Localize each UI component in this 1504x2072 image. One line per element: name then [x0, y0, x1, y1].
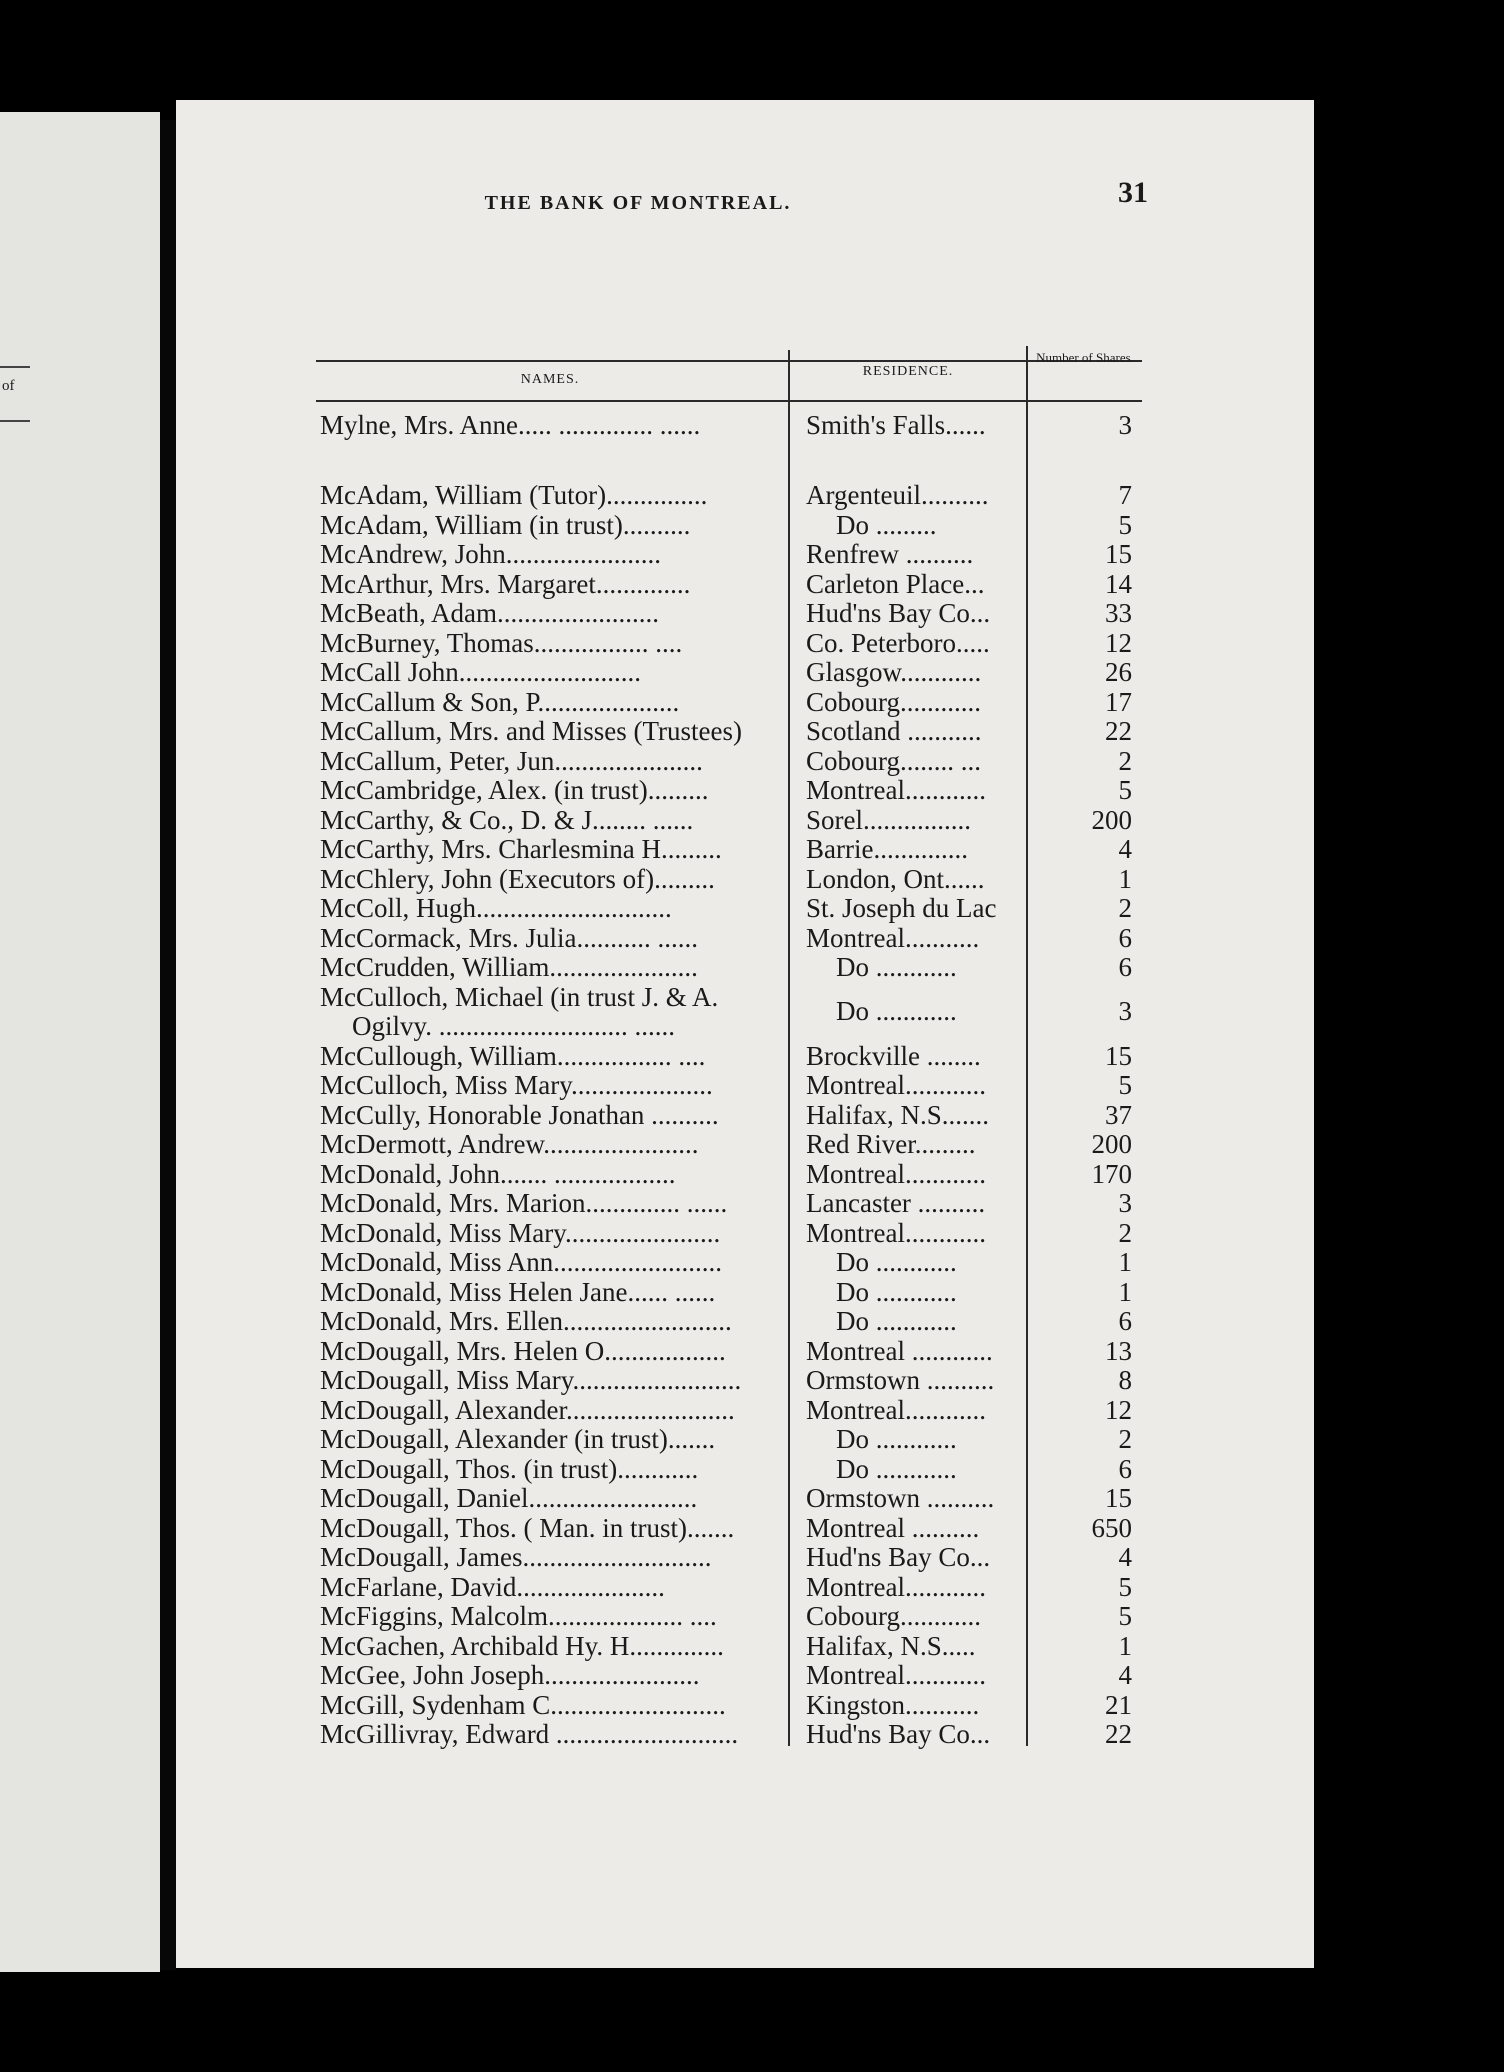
shareholder-name: McCulloch, Miss Mary..................... — [320, 1070, 713, 1100]
shareholder-name: McChlery, John (Executors of)......... — [320, 863, 715, 894]
shareholder-residence: Cobourg........ ... — [806, 745, 982, 776]
shareholder-residence: Carleton Place... — [806, 568, 985, 599]
shareholder-name: McCarthy, & Co., D. & J........ ...... — [320, 804, 694, 835]
table-row — [312, 510, 1142, 540]
table-row — [312, 923, 1142, 953]
shareholder-name: McDonald, John....... .................. — [320, 1158, 676, 1189]
shareholder-name: McDougall, Miss Mary......................... — [320, 1365, 742, 1395]
table-row — [312, 1542, 1142, 1572]
table-row — [312, 805, 1142, 835]
shareholder-name: McCallum & Son, P..................... — [320, 686, 680, 717]
table-row — [312, 687, 1142, 717]
column-header-shares: Number of Shares. — [1036, 350, 1134, 365]
shareholder-shares: 3 — [1118, 996, 1132, 1027]
shareholder-residence: Hud'ns Bay Co... — [806, 598, 991, 628]
shareholder-name: McAdam, William (in trust).......... — [320, 509, 691, 540]
table-row — [312, 657, 1142, 687]
table-row — [312, 893, 1142, 923]
shareholder-shares: 2 — [1118, 893, 1132, 923]
shareholder-shares: 22 — [1105, 1719, 1132, 1749]
shareholder-name: McDougall, Thos. (in trust)............ — [320, 1453, 699, 1484]
shareholder-shares: 26 — [1105, 657, 1132, 687]
left-page-text: of — [2, 378, 15, 394]
shareholder-shares: 3 — [1118, 410, 1132, 440]
shareholder-residence: Montreal............ — [806, 1571, 986, 1602]
shareholder-shares: 200 — [1091, 1129, 1132, 1159]
left-page-fragment — [0, 112, 160, 1972]
shareholder-name: McCormack, Mrs. Julia........... ...... — [320, 922, 698, 953]
shareholder-name: McDougall, Thos. ( Man. in trust)....... — [320, 1512, 735, 1543]
shareholder-residence: Cobourg............ — [806, 686, 982, 717]
shareholder-shares: 5 — [1118, 775, 1132, 805]
shareholder-residence: Barrie.............. — [806, 834, 968, 864]
shareholder-name: McCully, Honorable Jonathan .......... — [320, 1099, 719, 1130]
shareholder-residence: Brockville ........ — [806, 1040, 981, 1071]
shareholder-residence: Red River......... — [806, 1129, 976, 1159]
table-row — [312, 1513, 1142, 1543]
shareholder-shares: 17 — [1105, 686, 1132, 717]
left-page-rule — [0, 366, 30, 368]
shareholder-name: McFarlane, David...................... — [320, 1571, 665, 1602]
table-row — [312, 1660, 1142, 1690]
shareholder-residence: Montreal............ — [806, 775, 986, 805]
shareholder-shares: 1 — [1118, 1247, 1132, 1277]
table-row — [312, 1306, 1142, 1336]
table-row — [312, 569, 1142, 599]
shareholder-name: McArthur, Mrs. Margaret.............. — [320, 568, 691, 599]
table-row — [312, 775, 1142, 805]
table-row — [312, 1454, 1142, 1484]
table-row — [312, 1041, 1142, 1071]
shareholder-name: McDonald, Miss Ann......................... — [320, 1247, 723, 1277]
table-row — [312, 834, 1142, 864]
shareholder-shares: 4 — [1118, 1660, 1132, 1690]
shareholder-shares: 22 — [1105, 716, 1132, 746]
shareholder-residence: Hud'ns Bay Co... — [806, 1719, 991, 1749]
shareholder-shares: 5 — [1118, 1571, 1132, 1602]
table-row — [312, 1277, 1142, 1307]
page-number: 31 — [1118, 176, 1148, 209]
shareholder-shares: 6 — [1118, 922, 1132, 953]
shareholder-name: McDonald, Mrs. Ellen......................... — [320, 1306, 732, 1336]
table-row-continuation — [312, 1011, 1142, 1041]
shareholder-residence: Halifax, N.S....... — [806, 1099, 989, 1130]
shareholder-name: McGill, Sydenham C.......................... — [320, 1689, 726, 1720]
table-row — [312, 410, 1142, 440]
table-top-rule — [316, 360, 1142, 362]
shareholder-residence: Scotland ........... — [806, 716, 982, 746]
shareholder-shares: 4 — [1118, 1542, 1132, 1572]
shareholder-name: McDonald, Miss Mary....................... — [320, 1217, 721, 1248]
shareholder-residence: Montreal............ — [806, 1394, 986, 1425]
shareholder-residence: Halifax, N.S..... — [806, 1630, 976, 1661]
shareholder-shares: 15 — [1105, 1483, 1132, 1513]
shareholder-residence: Montreal............ — [806, 1070, 986, 1100]
shareholder-name: McCallum, Peter, Jun...................... — [320, 745, 703, 776]
shareholder-residence: Montreal............ — [806, 1217, 986, 1248]
shareholder-residence: Sorel................ — [806, 804, 971, 835]
shareholder-name: McColl, Hugh............................. — [320, 893, 672, 923]
table-row — [312, 1395, 1142, 1425]
shareholder-shares: 200 — [1091, 804, 1132, 835]
table-row — [312, 480, 1142, 510]
shareholder-residence: Ormstown .......... — [806, 1365, 995, 1395]
shareholder-name: McAndrew, John....................... — [320, 539, 661, 569]
table-row — [312, 1159, 1142, 1189]
shareholder-shares: 6 — [1118, 1306, 1132, 1336]
shareholder-name: McCarthy, Mrs. Charlesmina H......... — [320, 834, 722, 864]
shareholder-shares: 6 — [1118, 952, 1132, 982]
shareholder-residence: Montreal............ — [806, 1660, 986, 1690]
page-gutter — [160, 120, 176, 1970]
shareholder-name: McDougall, James............................ — [320, 1542, 712, 1572]
shareholder-shares: 15 — [1105, 1040, 1132, 1071]
shareholder-shares: 12 — [1105, 627, 1132, 658]
table-row — [312, 1336, 1142, 1366]
shareholder-residence: Glasgow............ — [806, 657, 982, 687]
shareholder-shares: 1 — [1118, 863, 1132, 894]
shareholder-name: McDougall, Alexander......................... — [320, 1394, 735, 1425]
shareholder-residence: Lancaster .......... — [806, 1188, 986, 1218]
shareholder-name: McDonald, Miss Helen Jane...... ...... — [320, 1276, 716, 1307]
shareholder-residence: Do ............ — [836, 1276, 957, 1307]
shareholder-name: McDermott, Andrew....................... — [320, 1129, 699, 1159]
table-row — [312, 864, 1142, 894]
shareholder-residence: Do ............ — [836, 1453, 957, 1484]
shareholder-shares: 7 — [1118, 480, 1132, 510]
shareholder-shares: 12 — [1105, 1394, 1132, 1425]
header-bottom-rule — [316, 400, 1142, 402]
shareholder-shares: 6 — [1118, 1453, 1132, 1484]
shareholder-name: McDougall, Mrs. Helen O.................. — [320, 1335, 726, 1366]
shareholder-name: McGillivray, Edward ........................... — [320, 1719, 739, 1749]
table-row — [312, 1424, 1142, 1454]
shareholder-residence: London, Ont...... — [806, 863, 985, 894]
shareholder-residence: Do ......... — [836, 509, 937, 540]
shareholder-shares: 2 — [1118, 745, 1132, 776]
shareholder-name: Mylne, Mrs. Anne..... .............. ...... — [320, 410, 701, 440]
table-row — [312, 1719, 1142, 1749]
shareholder-name: McGee, John Joseph....................... — [320, 1660, 700, 1690]
shareholder-name: McGachen, Archibald Hy. H.............. — [320, 1630, 724, 1661]
shareholder-shares: 5 — [1118, 1601, 1132, 1631]
shareholder-residence: Kingston........... — [806, 1689, 980, 1720]
table-row — [312, 628, 1142, 658]
shareholder-residence: Montreal .......... — [806, 1512, 980, 1543]
table-row — [312, 1129, 1142, 1159]
shareholder-shares: 1 — [1118, 1276, 1132, 1307]
table-row — [312, 1365, 1142, 1395]
shareholder-shares: 1 — [1118, 1630, 1132, 1661]
shareholder-residence: Do ............ — [836, 952, 957, 982]
shareholder-name: McCallum, Mrs. and Misses (Trustees) — [320, 716, 742, 746]
shareholder-residence: Montreal........... — [806, 922, 980, 953]
table-row — [312, 1483, 1142, 1513]
shareholder-residence: Smith's Falls...... — [806, 410, 986, 440]
table-row — [312, 1572, 1142, 1602]
shareholder-name: McCulloch, Michael (in trust J. & A. — [320, 981, 719, 1012]
shareholder-name: McCullough, William................. .... — [320, 1040, 706, 1071]
shareholder-name: McDonald, Mrs. Marion.............. ...... — [320, 1188, 728, 1218]
table-row — [312, 1070, 1142, 1100]
shareholder-name: McCrudden, William...................... — [320, 952, 698, 982]
shareholder-list — [312, 410, 1142, 1760]
left-page-rule — [0, 420, 30, 422]
shareholder-residence: Renfrew .......... — [806, 539, 974, 569]
shareholder-shares: 14 — [1105, 568, 1132, 599]
shareholder-shares: 2 — [1118, 1217, 1132, 1248]
column-header-names: NAMES. — [520, 372, 580, 387]
shareholder-name: McCall John........................... — [320, 657, 641, 687]
shareholder-residence: Do ............ — [836, 1247, 957, 1277]
table-row — [312, 1631, 1142, 1661]
shareholder-name: McBeath, Adam........................ — [320, 598, 659, 628]
table-row — [312, 1690, 1142, 1720]
shareholder-shares: 650 — [1091, 1512, 1132, 1543]
shareholder-shares: 13 — [1105, 1335, 1132, 1366]
shareholder-name: McDougall, Alexander (in trust)....... — [320, 1424, 716, 1454]
shareholder-residence: Cobourg............ — [806, 1601, 982, 1631]
shareholder-shares: 2 — [1118, 1424, 1132, 1454]
table-row — [312, 539, 1142, 569]
shareholder-residence: St. Joseph du Lac — [806, 893, 997, 923]
shareholder-shares: 8 — [1118, 1365, 1132, 1395]
shareholder-residence: Montreal............ — [806, 1158, 986, 1189]
shareholder-shares: 170 — [1091, 1158, 1132, 1189]
shareholder-shares: 5 — [1118, 509, 1132, 540]
shareholder-name: McAdam, William (Tutor)............... — [320, 480, 708, 510]
table-row — [312, 1601, 1142, 1631]
shareholder-residence: Do ............ — [836, 1424, 957, 1454]
table-row — [312, 1247, 1142, 1277]
shareholder-shares: 37 — [1105, 1099, 1132, 1130]
table-row — [312, 952, 1142, 982]
shareholder-shares: 33 — [1105, 598, 1132, 628]
table-row — [312, 1100, 1142, 1130]
table-row — [312, 746, 1142, 776]
shareholder-name: McBurney, Thomas................. .... — [320, 627, 683, 658]
table-row — [312, 1218, 1142, 1248]
shareholder-name: McCambridge, Alex. (in trust)......... — [320, 775, 709, 805]
shareholder-name-continuation: Ogilvy. ............................ ...... — [352, 1011, 675, 1041]
shareholder-residence: Co. Peterboro..... — [806, 627, 990, 658]
page-title: THE BANK OF MONTREAL. — [484, 192, 792, 214]
shareholder-residence: Ormstown .......... — [806, 1483, 995, 1513]
shareholder-shares: 4 — [1118, 834, 1132, 864]
shareholder-shares: 3 — [1118, 1188, 1132, 1218]
shareholder-residence: Montreal ............ — [806, 1335, 993, 1366]
table-row — [312, 598, 1142, 628]
shareholder-shares: 15 — [1105, 539, 1132, 569]
shareholder-residence: Hud'ns Bay Co... — [806, 1542, 991, 1572]
column-header-residence: RESIDENCE. — [862, 364, 954, 379]
shareholder-residence: Do ............ — [836, 1306, 957, 1336]
shareholder-shares: 5 — [1118, 1070, 1132, 1100]
shareholder-name: McDougall, Daniel......................... — [320, 1483, 698, 1513]
shareholder-name: McFiggins, Malcolm.................... .... — [320, 1601, 717, 1631]
shareholder-residence: Argenteuil.......... — [806, 480, 989, 510]
shareholder-shares: 21 — [1105, 1689, 1132, 1720]
table-row — [312, 716, 1142, 746]
shareholder-residence: Do ............ — [836, 996, 957, 1027]
table-row — [312, 1188, 1142, 1218]
